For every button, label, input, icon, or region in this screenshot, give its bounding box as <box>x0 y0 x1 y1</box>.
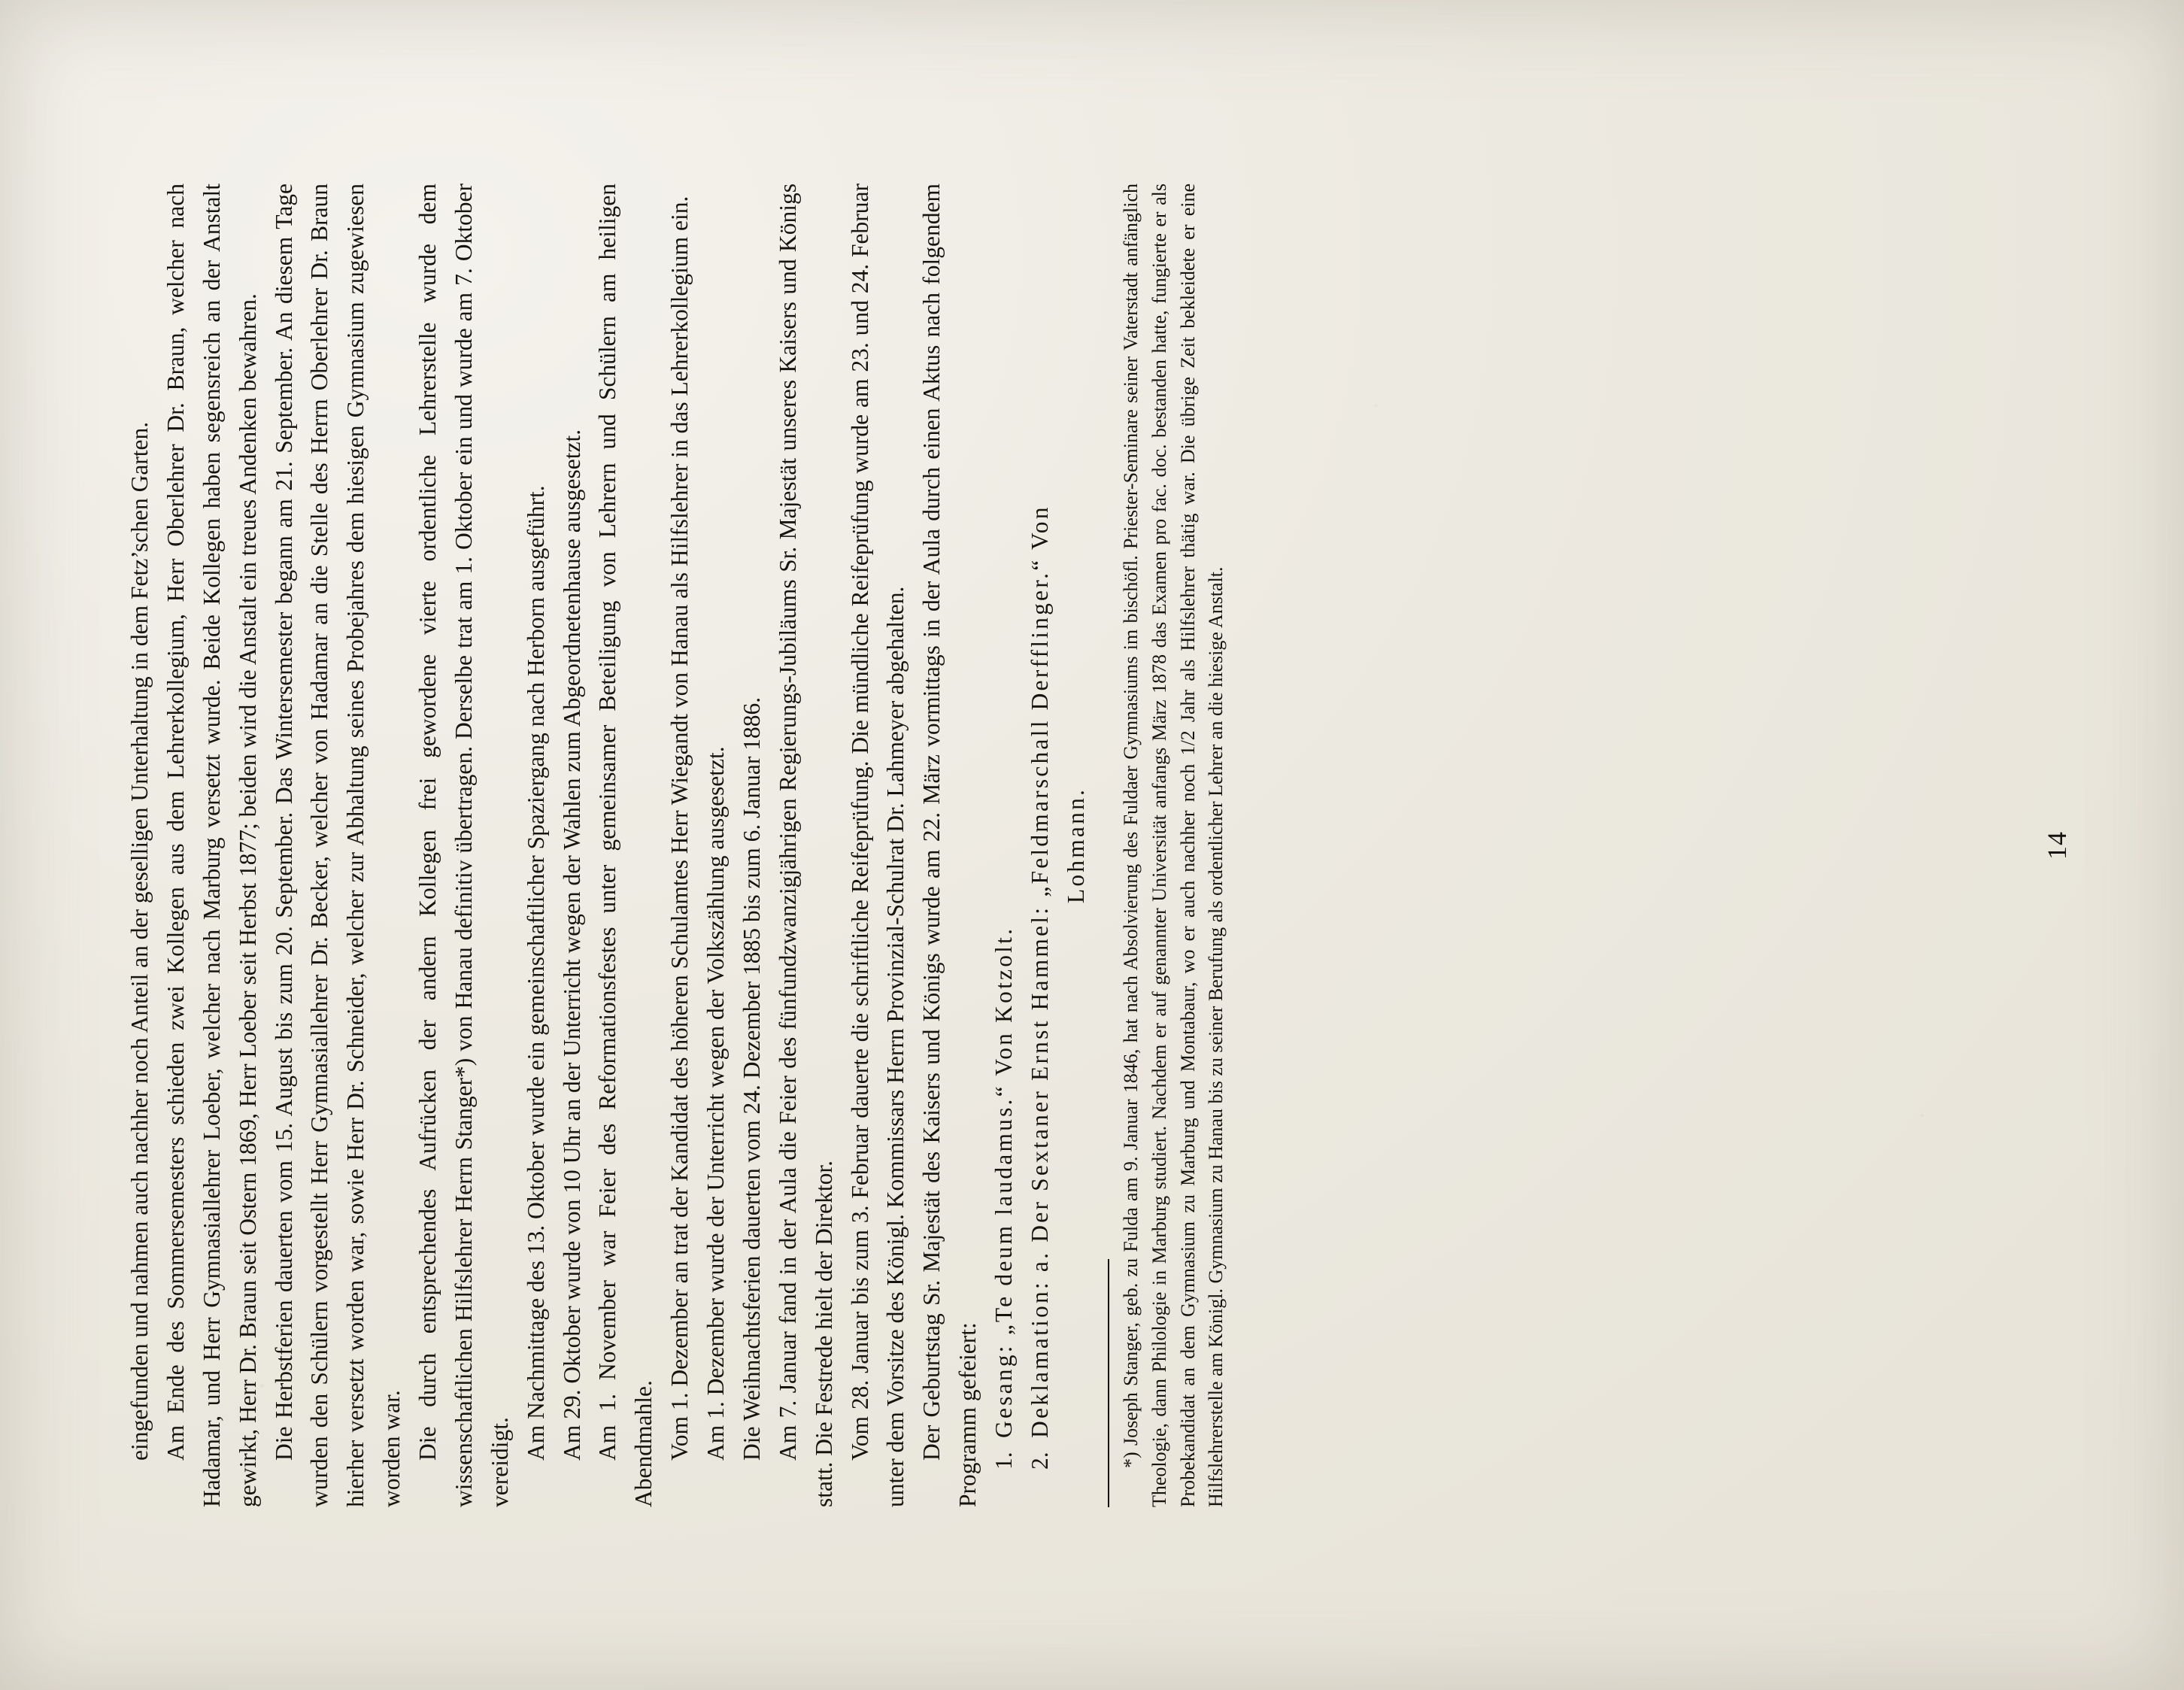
paragraph-12: Vom 28. Januar bis zum 3. Februar dauerte die schriftliche Reifeprüfung. Die mündliche Reifeprüfung wurde am 23. und 24. Februar unter dem Vorsitze des Königl. Kommissars Herrn Provinzial-Schulrat Dr. Lahmeyer abgehalten. <box>846 183 909 1507</box>
program-item-2-number: 2. <box>1026 1451 1053 1470</box>
paragraph-6: Am 29. Oktober wurde von 10 Uhr an der Unterricht wegen der Wahlen zum Abgeordnetenhause ausgesetzt. <box>558 429 585 1461</box>
footnote-divider <box>1108 1259 1109 1507</box>
program-item-1-number: 1. <box>990 1451 1017 1470</box>
program-item-2-text: Deklamation: a. Der Sextaner Ernst Hammel: „Feldmarschall Derfflinger.“ Von <box>1026 504 1053 1438</box>
paragraph-3: Die Herbstferien dauerten vom 15. August bis zum 20. September. Das Wintersemester begann am 21. September. An diesem Tage wurden den Schülern vorgestellt Herr Gymnasiallehrer Dr. Becker, welcher von Hadamar an die Stelle des Herrn Oberlehrer Dr. Braun hierher versetzt worden war, sowie Herr Dr. Schneider, welcher zur Abhaltung seines Probejahres dem hiesigen Gymnasium zugewiesen worden war. <box>270 183 405 1507</box>
paragraph-11: Am 7. Januar fand in der Aula die Feier des fünfundzwanzigjährigen Regierungs-Jubiläums Sr. Majestät unseres Kaisers und Königs statt. Die Festrede hielt der Direktor. <box>774 183 837 1507</box>
paragraph-2: Am Ende des Sommersemesters schieden zwei Kollegen aus dem Lehrerkollegium, Herr Oberlehrer Dr. Braun, welcher nach Hadamar, und Herr Gymnasiallehrer Loeber, welcher nach Marburg versetzt wurde. Beide Kollegen haben segensreich an der Anstalt gewirkt, Herr Dr. Braun seit Ostern 1869, Herr Loeber seit Herbst 1877; beiden wird die Anstalt ein treues Andenken bewahren. <box>162 183 261 1507</box>
paragraph-5: Am Nachmittage des 13. Oktober wurde ein gemeinschaftlicher Spaziergang nach Herborn ausgeführt. <box>522 484 549 1461</box>
program-item-1-text: Gesang: „Te deum laudamus.“ Von Kotzolt. <box>990 926 1017 1438</box>
page-number: 14 <box>2042 830 2072 860</box>
footnote-text: *) Joseph Stanger, geb. zu Fulda am 9. Januar 1846, hat nach Absolvierung des Fuldaer Gymnasiums im bischöfl. Priester-Seminare seiner Vaterstadt anfänglich Theologie, dann Philologie in Marburg studiert. Nachdem er auf genannter Universität anfangs März 1878 das Examen pro fac. doc. bestanden hatte, fungierte er als Probekandidat an dem Gymnasium zu Marburg und Montabaur, wo er auch nachher noch 1/2 Jahr als Hilfslehrer thätig war. Die übrige Zeit bekleidete er eine Hilfslehrerstelle am Königl. Gymnasium zu Hanau bis zu seiner Berufung als ordentlicher Lehrer an die hiesige Anstalt. <box>1119 183 1227 1507</box>
paragraph-10: Die Weihnachtsferien dauerten vom 24. Dezember 1885 bis zum 6. Januar 1886. <box>738 696 765 1461</box>
paragraph-4: Die durch entsprechendes Aufrücken der andern Kollegen frei gewordene vierte ordentliche Lehrerstelle wurde dem wissenschaftlichen Hilfslehrer Herrn Stanger*) von Hanau definitiv übertragen. Derselbe trat am 1. Oktober ein und wurde am 7. Oktober vereidigt. <box>414 183 513 1507</box>
program-continuation: Lohmann. <box>1062 787 1089 903</box>
rotated-text-layer <box>92 93 2092 1597</box>
paragraph-8: Vom 1. Dezember an trat der Kandidat des höheren Schulamtes Herr Wiegandt von Hanau als Hilfslehrer in das Lehrerkollegium ein. <box>666 196 693 1461</box>
paragraph-9: Am 1. Dezember wurde der Unterricht wegen der Volkszählung ausgesetzt. <box>702 745 729 1461</box>
paragraph-7: Am 1. November war Feier des Reformationsfestes unter gemeinsamer Beteiligung von Lehrern und Schülern am heiligen Abendmahle. <box>594 183 657 1507</box>
paragraph-1: eingefunden und nahmen auch nachher noch Anteil an der geselligen Unterhaltung in dem Fetz’schen Garten. <box>126 421 153 1461</box>
body-text-column <box>122 184 1230 1507</box>
paragraph-13: Der Geburtstag Sr. Majestät des Kaisers und Königs wurde am 22. März vormittags in der Aula durch einen Aktus nach folgendem Programm gefeiert: <box>918 183 981 1507</box>
program-item-1 <box>986 184 1022 1507</box>
program-item-2 <box>1022 184 1058 1507</box>
